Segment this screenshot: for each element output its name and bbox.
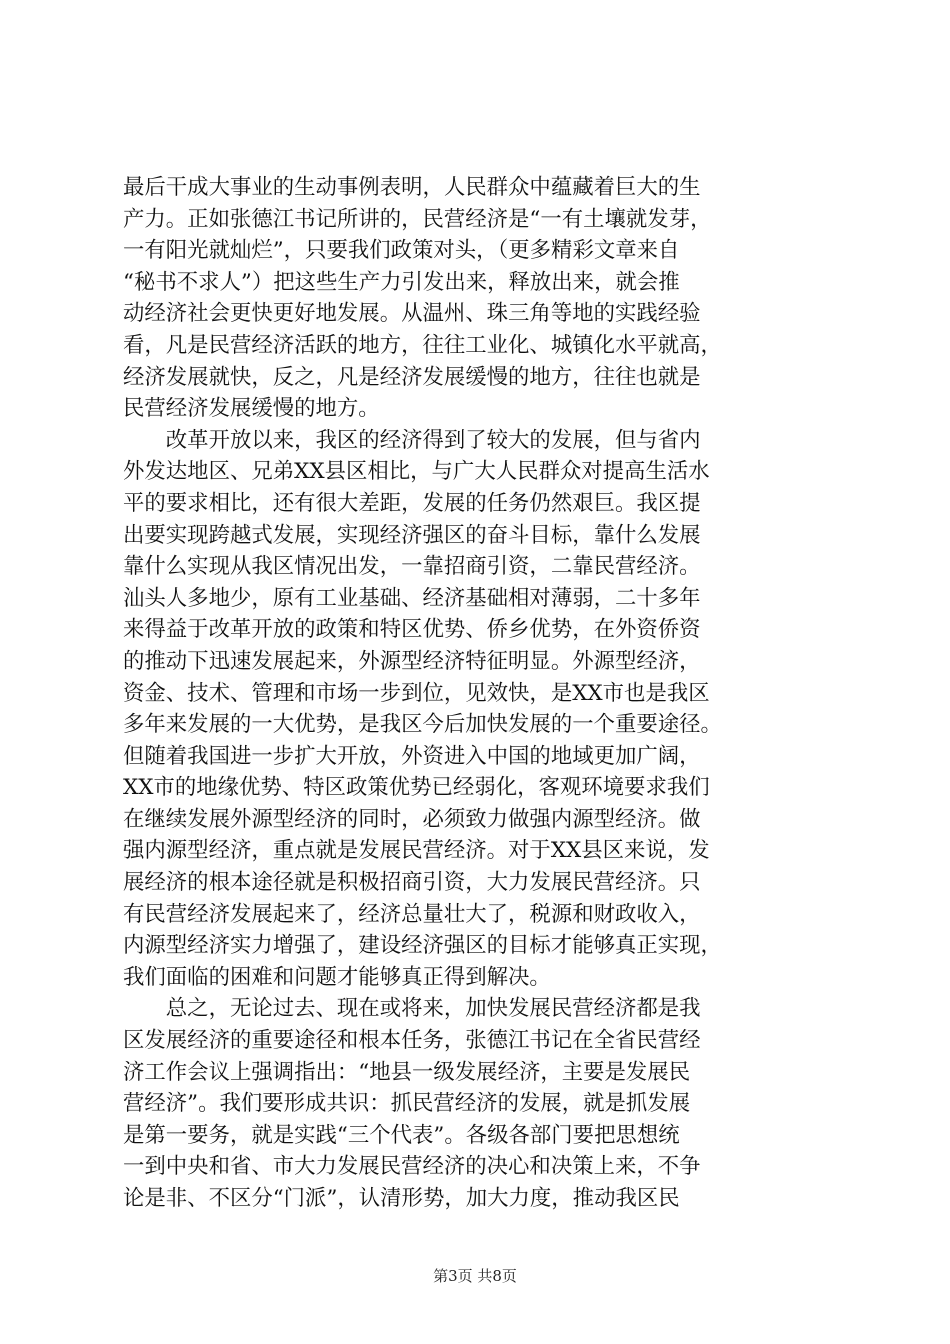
text-line: 论是非、不区分“门派”，认清形势，加大力度，推动我区民 [123,1186,680,1211]
text-line: “秘书不求人”）把这些生产力引发出来，释放出来，就会推 [123,269,680,295]
text-line: 营经济”。我们要形成共识：抓民营经济的发展，就是抓发展 [123,1091,691,1117]
text-line: 是第一要务，就是实践“三个代表”。各级各部门要把思想统 [123,1122,680,1148]
text-line: 出要实现跨越式发展，实现经济强区的奋斗目标，靠什么发展 [123,522,701,548]
text-line: 汕头人多地少，原有工业基础、经济基础相对薄弱，二十多年 [123,585,701,611]
text-line: 总之，无论过去、现在或将来，加快发展民营经济都是我 [123,996,701,1022]
text-line: 靠什么实现从我区情况出发，一靠招商引资，二靠民营经济。 [123,554,701,580]
text-line: 我们面临的困难和问题才能够真正得到解决。 [123,964,551,990]
text-line: 资金、技术、管理和市场一步到位，见效快，是XX市也是我区 [123,680,710,706]
text-line: 内源型经济实力增强了，建设经济强区的目标才能够真正实现， [123,933,722,959]
text-line: 最后干成大事业的生动事例表明，人民群众中蕴藏着巨大的生 [123,175,701,200]
body-text [123,172,835,1215]
text-line: 动经济社会更快更好地发展。从温州、珠三角等地的实践经验 [123,301,701,327]
text-line: 济工作会议上强调指出：“地县一级发展经济，主要是发展民 [123,1059,691,1085]
text-line: 改革开放以来，我区的经济得到了较大的发展，但与省内 [123,427,701,453]
text-line: 一有阳光就灿烂”，只要我们政策对头，（更多精彩文章来自 [123,238,680,264]
text-line: 强内源型经济，重点就是发展民营经济。对于XX县区来说，发 [123,838,710,864]
text-line: 产力。正如张德江书记所讲的，民营经济是“一有土壤就发芽， [123,206,712,232]
text-line: 一到中央和省、市大力发展民营经济的决心和决策上来，不争 [123,1154,701,1180]
text-line: 的推动下迅速发展起来，外源型经济特征明显。外源型经济， [123,648,701,674]
text-line: 来得益于改革开放的政策和特区优势、侨乡优势，在外资侨资 [123,617,701,643]
text-line: 展经济的根本途径就是积极招商引资，大力发展民营经济。只 [123,870,701,896]
text-line: 经济发展就快，反之，凡是经济发展缓慢的地方，往往也就是 [123,364,701,390]
text-line: 外发达地区、兄弟XX县区相比，与广大人民群众对提高生活水 [123,459,710,485]
text-line: 有民营经济发展起来了，经济总量壮大了，税源和财政收入， [123,901,701,927]
text-line: 区发展经济的重要途径和根本任务，张德江书记在全省民营经 [123,1028,701,1054]
text-line: 看，凡是民营经济活跃的地方，往往工业化、城镇化水平就高， [123,332,722,358]
text-line: 平的要求相比，还有很大差距，发展的任务仍然艰巨。我区提 [123,490,701,516]
text-line: XX市的地缘优势、特区政策优势已经弱化，客观环境要求我们 [123,775,710,801]
text-line: 在继续发展外源型经济的同时，必须致力做强内源型经济。做 [123,806,701,832]
page-footer [0,1266,950,1286]
page-number: 第3页 共8页 [433,1267,517,1285]
text-line: 多年来发展的一大优势，是我区今后加快发展的一个重要途径。 [123,712,722,738]
text-line: 但随着我国进一步扩大开放，外资进入中国的地域更加广阔， [123,743,701,769]
text-line: 民营经济发展缓慢的地方。 [123,396,380,422]
